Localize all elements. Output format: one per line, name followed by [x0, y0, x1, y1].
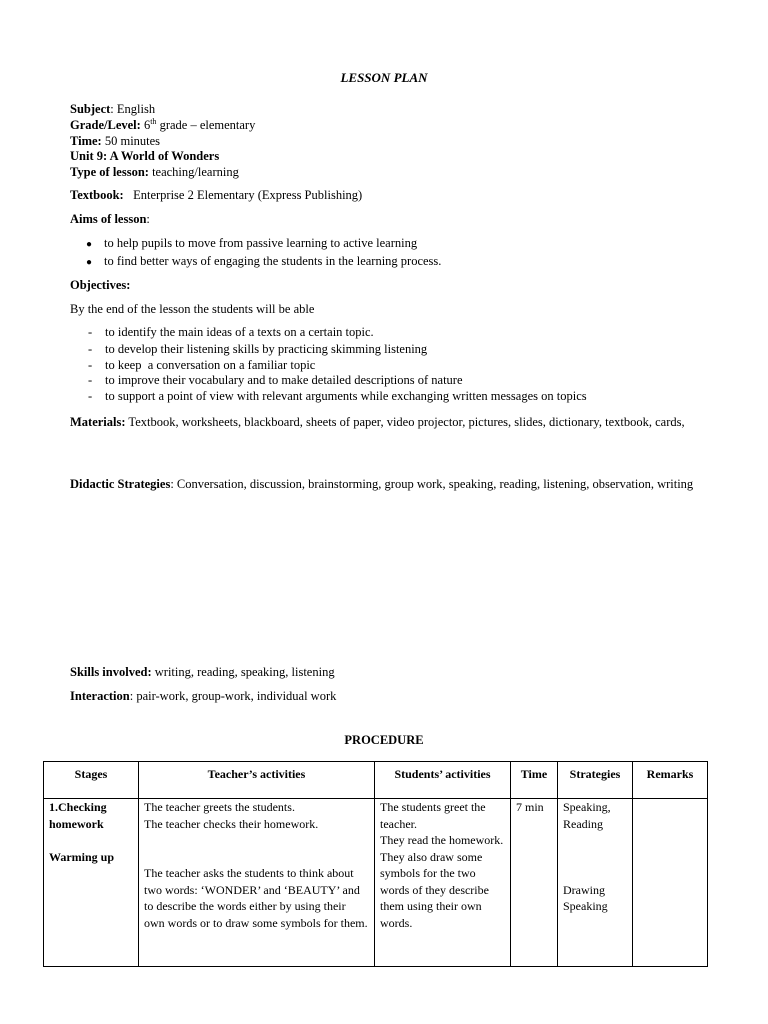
- objective-item: [88, 372, 463, 388]
- students-activities-cell: [375, 799, 511, 967]
- dash-icon: -: [88, 373, 93, 387]
- dash-icon: -: [88, 342, 93, 356]
- time-cell: 7 min: [511, 799, 558, 967]
- teacher-activity: The teacher asks the students to think about two words: ‘WONDER’ and ‘BEAUTY’ and to describe the words either by using their own words or to draw some symbols for them.: [144, 866, 368, 930]
- table-row: [44, 799, 708, 967]
- header-teacher-activities: Teacher’s activities: [139, 762, 375, 799]
- teacher-activity: The teacher checks their homework.: [144, 816, 319, 831]
- materials-paragraph: [70, 414, 698, 430]
- grade-label: Grade/Level:: [70, 118, 141, 132]
- header-stages: Stages: [44, 762, 139, 799]
- grade-line: [70, 117, 255, 133]
- materials-label: Materials:: [70, 415, 126, 429]
- objectives-intro: By the end of the lesson the students will be able: [70, 302, 315, 316]
- procedure-title: PROCEDURE: [344, 733, 424, 747]
- skills-value: writing, reading, speaking, listening: [151, 665, 335, 679]
- header-strategies: Strategies: [558, 762, 633, 799]
- strategy: Drawing: [563, 882, 605, 897]
- didactic-label: Didactic Strategies: [70, 477, 171, 491]
- table-header-row: [44, 762, 708, 799]
- header-time: Time: [511, 762, 558, 799]
- aims-item: [86, 253, 441, 271]
- textbook-label: Textbook:: [70, 188, 124, 202]
- remarks-cell: [633, 799, 708, 967]
- procedure-table: [43, 761, 708, 967]
- objective-text: to identify the main ideas of a texts on a certain topic.: [105, 325, 374, 339]
- stage-warming-up: Warming up: [49, 849, 115, 864]
- type-line: [70, 164, 239, 180]
- grade-sup: th: [150, 116, 157, 126]
- objective-item: [88, 388, 587, 404]
- objectives-label: Objectives:: [70, 278, 131, 292]
- time-line: [70, 133, 160, 149]
- aims-item-text: to find better ways of engaging the students in the learning process.: [104, 254, 442, 268]
- objective-text: to keep a conversation on a familiar topic: [105, 358, 316, 372]
- dash-icon: -: [88, 358, 93, 372]
- subject-value: : English: [110, 102, 156, 116]
- aims-label: Aims of lesson: [70, 212, 147, 226]
- aims-line: [70, 211, 150, 227]
- skills-line: [70, 664, 335, 680]
- aims-item: [86, 235, 417, 253]
- didactic-paragraph: [70, 476, 698, 492]
- objective-text: to improve their vocabulary and to make detailed descriptions of nature: [105, 373, 463, 387]
- header-remarks: Remarks: [633, 762, 708, 799]
- aims-item-text: to help pupils to move from passive learning to active learning: [104, 236, 418, 250]
- time-value: 50 minutes: [101, 134, 161, 148]
- objective-item: [88, 324, 374, 340]
- type-label: Type of lesson:: [70, 165, 149, 179]
- objective-item: [88, 341, 427, 357]
- textbook-value: Enterprise 2 Elementary (Express Publishing): [123, 188, 363, 202]
- skills-label: Skills involved:: [70, 665, 152, 679]
- time-label: Time:: [70, 134, 102, 148]
- type-value: teaching/learning: [148, 165, 239, 179]
- materials-value: Textbook, worksheets, blackboard, sheets of paper, video projector, pictures, slides, dictionary, textbook, cards,: [125, 415, 685, 429]
- document-title: LESSON PLAN: [340, 70, 428, 85]
- dash-icon: -: [88, 325, 93, 339]
- grade-rest: grade – elementary: [156, 118, 256, 132]
- stages-cell: [44, 799, 139, 967]
- student-activity: They also draw some symbols for the two words of they describe them using their own words.: [380, 849, 489, 930]
- teacher-activity: The teacher greets the students.: [144, 800, 295, 814]
- interaction-label: Interaction: [70, 689, 130, 703]
- student-activity: They read the homework.: [380, 833, 504, 847]
- textbook-line: [70, 187, 362, 203]
- objective-text: to develop their listening skills by practicing skimming listening: [105, 342, 428, 356]
- bullet-icon: ●: [86, 239, 93, 250]
- didactic-value: : Conversation, discussion, brainstorming, group work, speaking, reading, listening, observation, writing: [170, 477, 694, 491]
- header-students-activities: Students’ activities: [375, 762, 511, 799]
- objective-item: [88, 357, 315, 373]
- interaction-line: [70, 688, 336, 704]
- bullet-icon: ●: [86, 257, 93, 268]
- grade-num: 6: [140, 118, 151, 132]
- strategies-cell: [558, 799, 633, 967]
- dash-icon: -: [88, 389, 93, 403]
- aims-colon: :: [146, 212, 150, 226]
- strategy: Speaking: [563, 899, 608, 913]
- unit-line: Unit 9: A World of Wonders: [70, 149, 220, 163]
- subject-label: Subject: [70, 102, 111, 116]
- interaction-value: : pair-work, group-work, individual work: [129, 689, 337, 703]
- student-activity: The students greet the teacher.: [380, 800, 486, 831]
- stage-checking-homework: 1.Checking homework: [49, 800, 107, 831]
- objective-text: to support a point of view with relevant arguments while exchanging written messages on topics: [105, 389, 587, 403]
- strategy: Reading: [563, 816, 603, 831]
- subject-line: [70, 101, 155, 117]
- teacher-activities-cell: [139, 799, 375, 967]
- strategy: Speaking,: [563, 800, 611, 814]
